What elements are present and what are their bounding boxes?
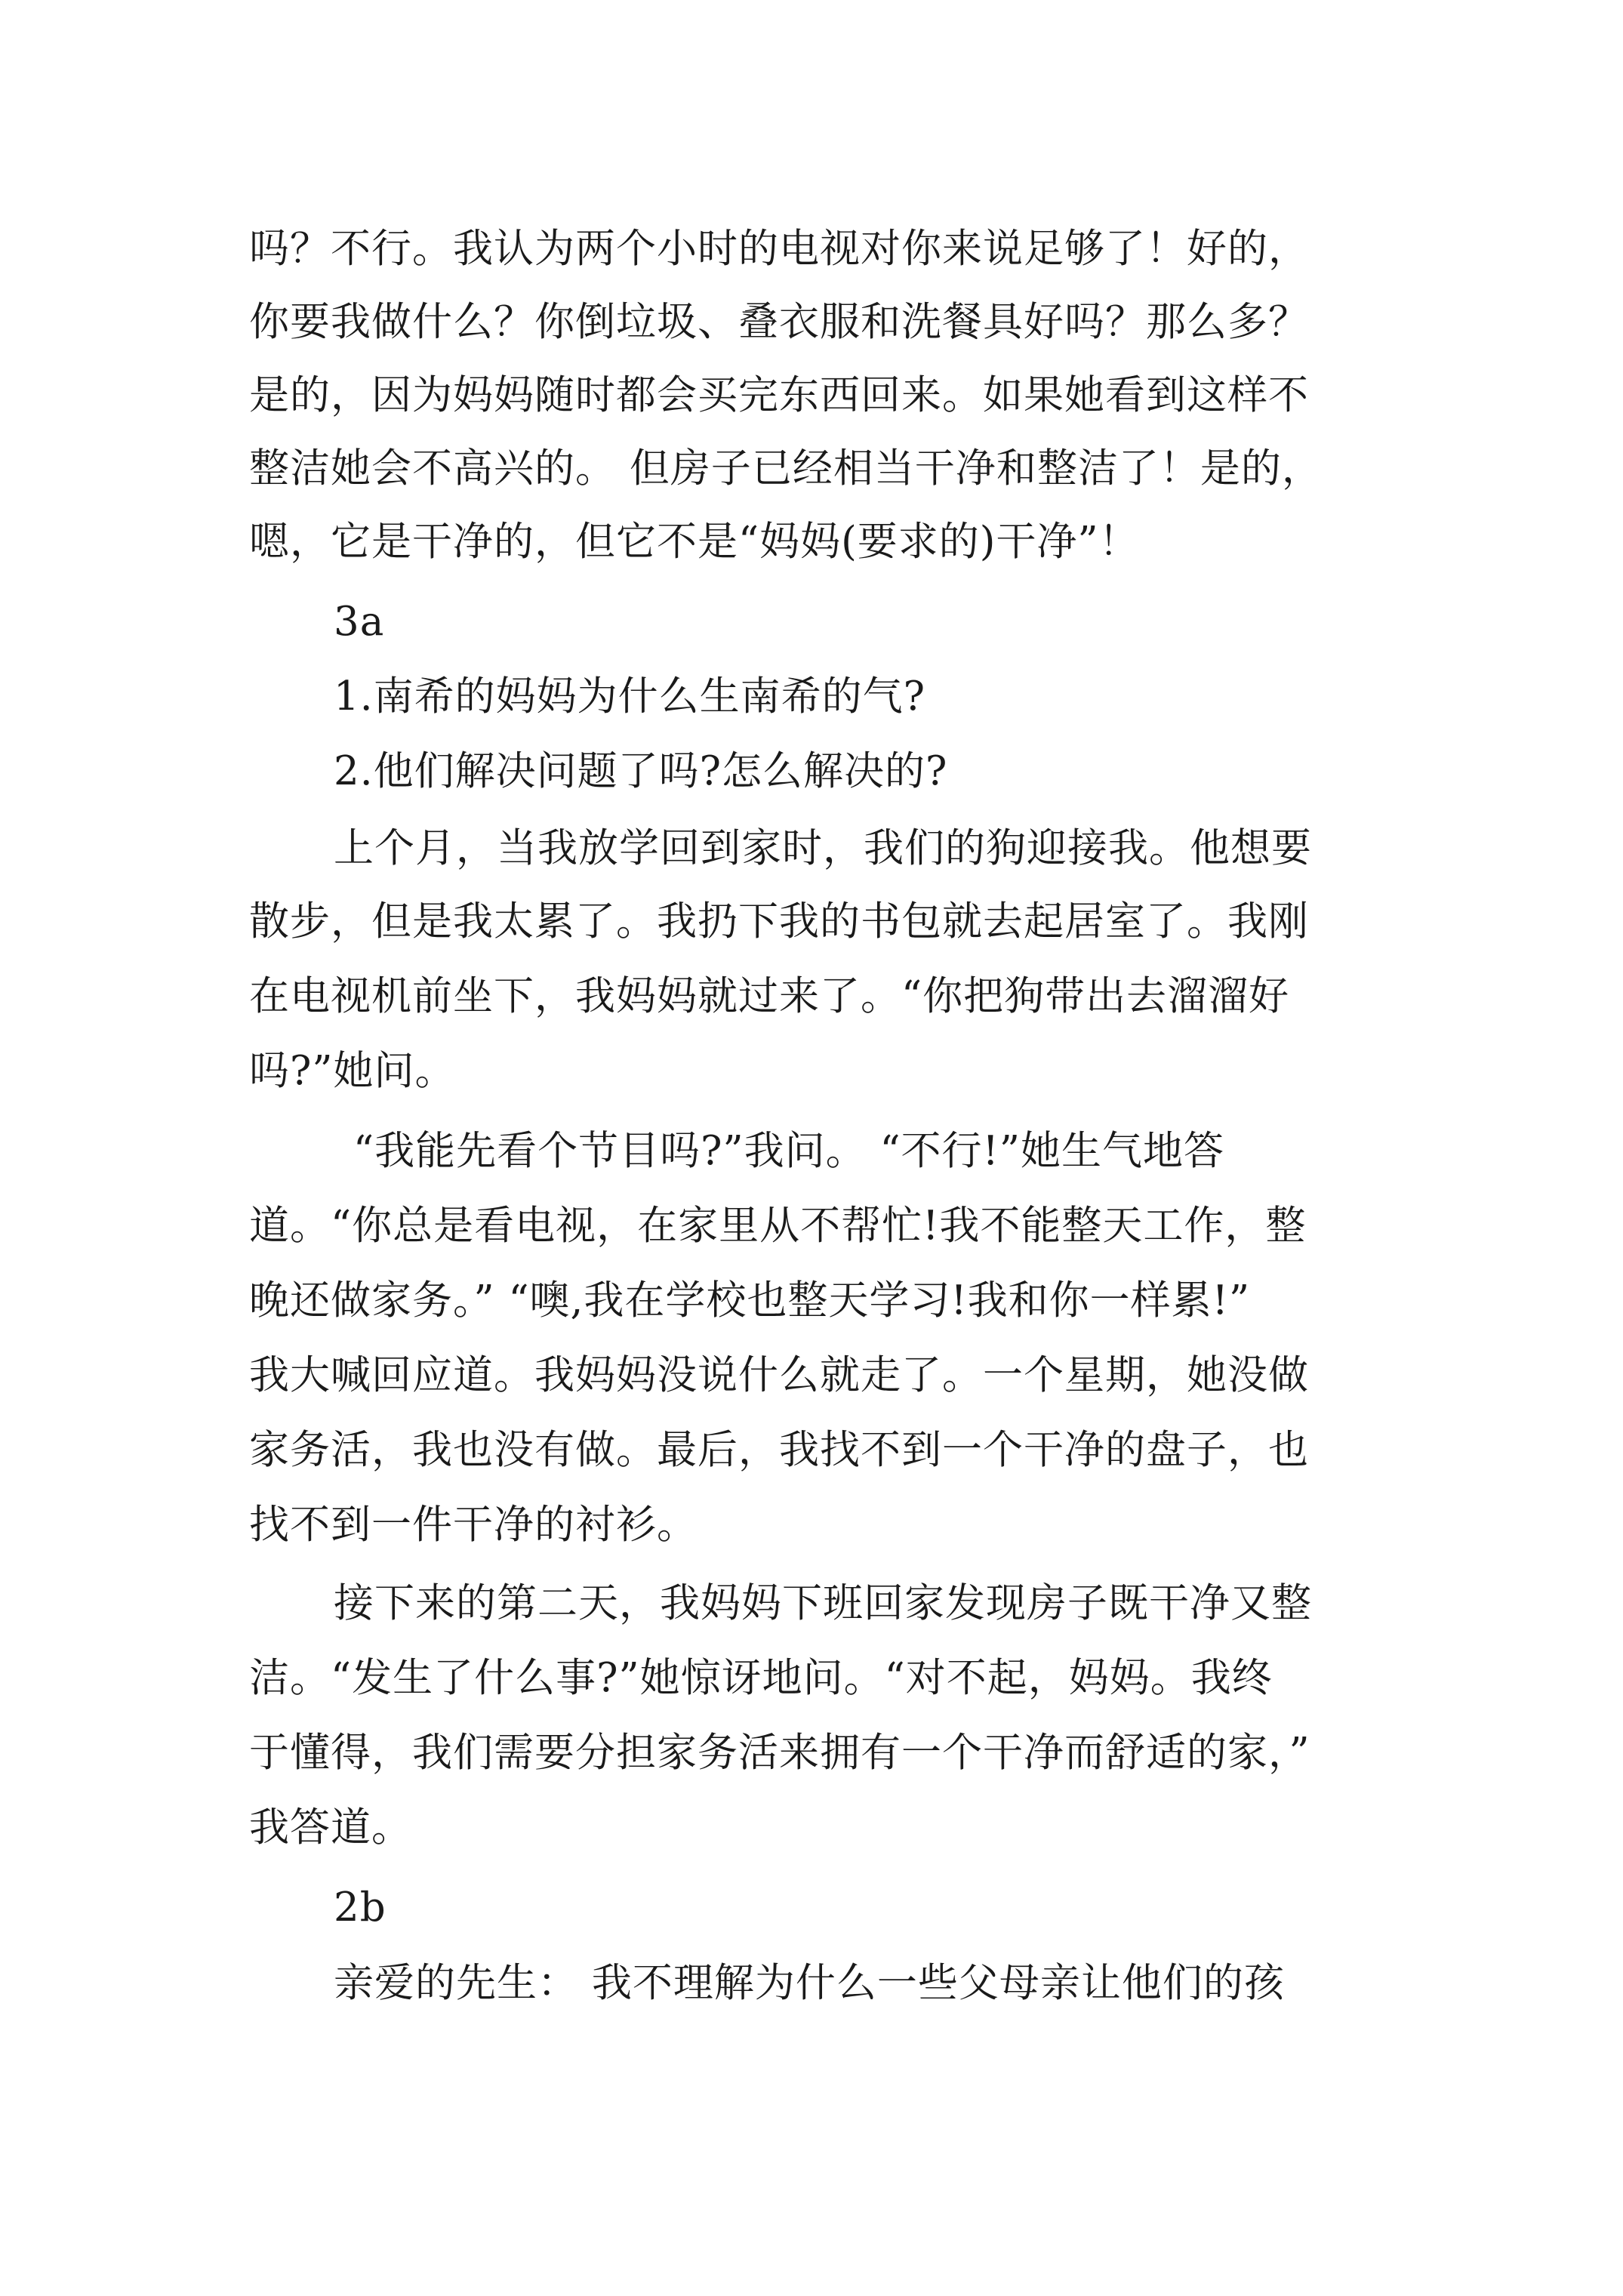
paragraph-first-line: 上个月，当我放学回到家时，我们的狗迎接我。他想要 (334, 825, 1312, 871)
text-line: 散步，但是我太累了。我扔下我的书包就去起居室了。我刚 (249, 898, 1309, 945)
text-line: 吗?”她问。 (249, 1048, 456, 1094)
text-line: 我答道。 (249, 1804, 412, 1851)
question-item: 2.他们解决问题了吗?怎么解决的? (334, 748, 948, 794)
paragraph-first-line: 亲爱的先生： 我不理解为什么一些父母亲让他们的孩 (334, 1960, 1285, 2006)
paragraph-first-line: 接下来的第二天，我妈妈下班回家发现房子既干净又整 (334, 1580, 1312, 1626)
text-line: 家务活，我也没有做。最后，我找不到一个干净的盘子，也 (249, 1427, 1309, 1473)
question-item: 1.南希的妈妈为什么生南希的气? (334, 673, 925, 720)
text-line: 嗯，它是干净的，但它不是“妈妈(要求的)干净”！ (249, 519, 1140, 565)
section-heading: 2b (334, 1885, 387, 1931)
text-line: 吗？不行。我认为两个小时的电视对你来说足够了！好的， (249, 226, 1309, 272)
text-line: 我大喊回应道。我妈妈没说什么就走了。一个星期，她没做 (249, 1352, 1309, 1398)
text-line: 于懂得，我们需要分担家务活来拥有一个干净而舒适的家，” (249, 1730, 1310, 1776)
section-heading: 3a (334, 599, 385, 645)
text-line: 是的，因为妈妈随时都会买完东西回来。如果她看到这样不 (249, 372, 1309, 418)
text-line: 整洁她会不高兴的。 但房子已经相当干净和整洁了！是的， (249, 445, 1323, 492)
text-line: 洁。“发生了什么事?”她惊讶地问。“对不起，妈妈。我终 (249, 1655, 1273, 1701)
text-line: 晚还做家务。” “噢,我在学校也整天学习!我和你一样累!” (249, 1277, 1251, 1324)
paragraph-first-line: “我能先看个节目吗?”我问。 “不行!”她生气地答 (353, 1128, 1224, 1174)
text-line: 找不到一件干净的衬衫。 (249, 1502, 698, 1548)
text-line: 在电视机前坐下，我妈妈就过来了。“你把狗带出去溜溜好 (249, 973, 1290, 1019)
text-line: 道。“你总是看电视，在家里从不帮忙!我不能整天工作，整 (249, 1203, 1307, 1249)
text-line: 你要我做什么？你倒垃圾、叠衣服和洗餐具好吗？那么多？ (249, 299, 1309, 345)
